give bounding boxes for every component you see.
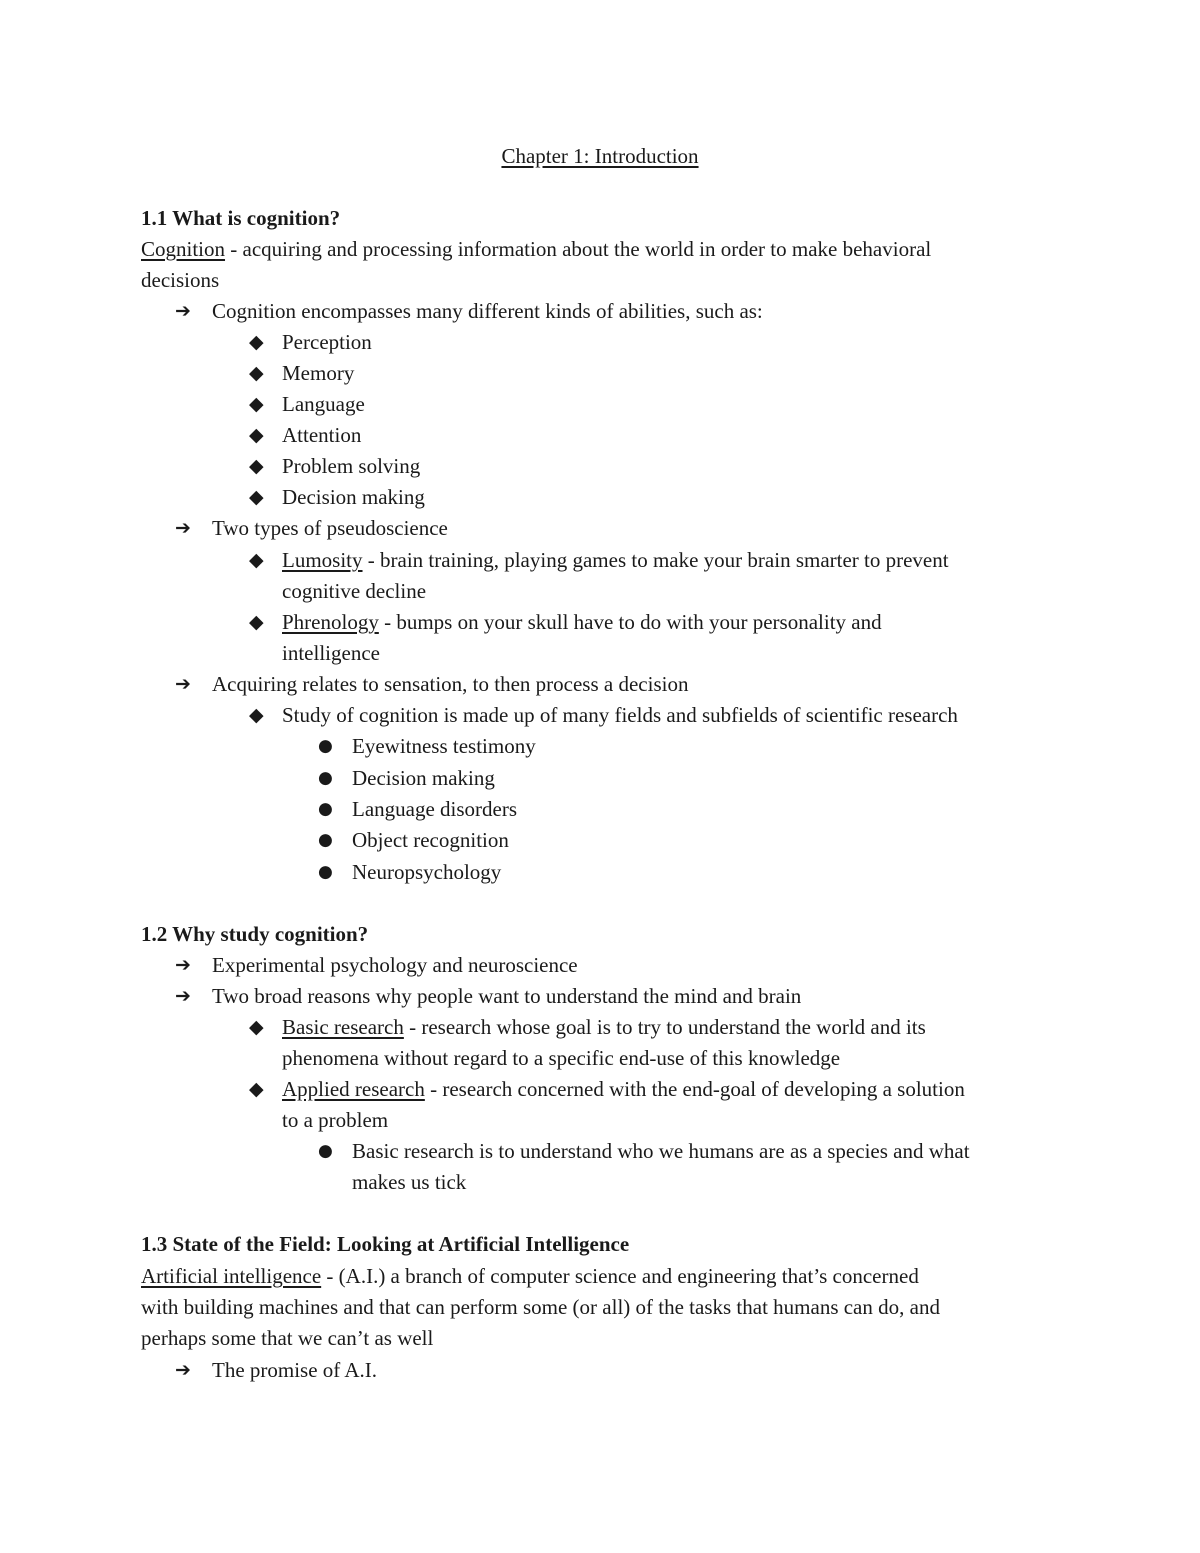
list-item: Two broad reasons why people want to understand the mind and brain <box>212 984 802 1008</box>
dot-bullet-icon: ● <box>318 862 333 882</box>
list-item: Object recognition <box>352 828 509 852</box>
list-item: Decision making <box>282 485 425 509</box>
arrow-bullet-icon: ➔ <box>175 954 191 976</box>
list-item: Problem solving <box>282 454 421 478</box>
list-item: Study of cognition is made up of many fields and subfields of scientific research <box>282 703 958 727</box>
list-item: The promise of A.I. <box>212 1358 378 1382</box>
diamond-bullet-icon: ◆ <box>249 455 264 477</box>
dot-bullet-icon: ● <box>318 799 333 819</box>
term-basic-research: Basic research <box>282 1015 404 1039</box>
dot-bullet-icon: ● <box>318 768 333 788</box>
list-item: Language <box>282 392 365 416</box>
definition-text: - (A.I.) a branch of computer science and engineering that’s concerned <box>321 1264 919 1288</box>
term-description: - bumps on your skull have to do with your personality and <box>378 610 882 634</box>
list-item-continuation: makes us tick <box>352 1170 467 1194</box>
arrow-bullet-icon: ➔ <box>175 1359 191 1381</box>
section-heading-1-1: 1.1 What is cognition? <box>141 206 341 230</box>
diamond-bullet-icon: ◆ <box>249 704 264 726</box>
list-item: Acquiring relates to sensation, to then process a decision <box>212 672 689 696</box>
list-item: Attention <box>282 423 362 447</box>
list-item: Perception <box>282 330 372 354</box>
arrow-bullet-icon: ➔ <box>175 985 191 1007</box>
list-item-continuation: cognitive decline <box>282 579 427 603</box>
diamond-bullet-icon: ◆ <box>249 1016 264 1038</box>
arrow-bullet-icon: ➔ <box>175 517 191 539</box>
term-phrenology: Phrenology <box>282 610 379 634</box>
list-item: Neuropsychology <box>352 860 502 884</box>
list-item-continuation: to a problem <box>282 1108 389 1132</box>
definition-ai <box>141 1261 919 1292</box>
term-artificial-intelligence: Artificial intelligence <box>141 1264 322 1288</box>
list-item: Eyewitness testimony <box>352 734 536 758</box>
list-item <box>282 1074 965 1105</box>
diamond-bullet-icon: ◆ <box>249 549 264 571</box>
diamond-bullet-icon: ◆ <box>249 362 264 384</box>
section-heading-1-3: 1.3 State of the Field: Looking at Artificial Intelligence <box>141 1232 630 1256</box>
term-lumosity: Lumosity <box>282 548 363 572</box>
list-item: Experimental psychology and neuroscience <box>212 953 578 977</box>
term-cognition: Cognition <box>141 237 226 261</box>
diamond-bullet-icon: ◆ <box>249 1078 264 1100</box>
term-description: - brain training, playing games to make your brain smarter to prevent <box>362 548 949 572</box>
arrow-bullet-icon: ➔ <box>175 673 191 695</box>
list-item: Basic research is to understand who we humans are as a species and what <box>352 1139 970 1163</box>
dot-bullet-icon: ● <box>318 830 333 850</box>
definition-continuation: with building machines and that can perform some (or all) of the tasks that humans can do, and <box>141 1295 940 1319</box>
term-applied-research: Applied research <box>282 1077 425 1101</box>
diamond-bullet-icon: ◆ <box>249 486 264 508</box>
term-description: - research concerned with the end-goal of developing a solution <box>424 1077 965 1101</box>
diamond-bullet-icon: ◆ <box>249 611 264 633</box>
list-item <box>282 545 949 576</box>
arrow-bullet-icon: ➔ <box>175 300 191 322</box>
list-item: Cognition encompasses many different kinds of abilities, such as: <box>212 299 763 323</box>
list-item: Two types of pseudoscience <box>212 516 448 540</box>
list-item: Memory <box>282 361 355 385</box>
section-heading-1-2: 1.2 Why study cognition? <box>141 922 369 946</box>
list-item <box>282 1012 926 1043</box>
diamond-bullet-icon: ◆ <box>249 331 264 353</box>
list-item-continuation: phenomena without regard to a specific end-use of this knowledge <box>282 1046 841 1070</box>
definition-cognition <box>141 234 931 265</box>
definition-continuation: perhaps some that we can’t as well <box>141 1326 434 1350</box>
page-title: Chapter 1: Introduction <box>501 144 699 168</box>
definition-continuation: decisions <box>141 268 220 292</box>
term-description: - research whose goal is to try to understand the world and its <box>403 1015 926 1039</box>
definition-text: - acquiring and processing information about the world in order to make behavioral <box>225 237 932 261</box>
list-item: Language disorders <box>352 797 518 821</box>
diamond-bullet-icon: ◆ <box>249 393 264 415</box>
list-item: Decision making <box>352 766 495 790</box>
list-item-continuation: intelligence <box>282 641 380 665</box>
dot-bullet-icon: ● <box>318 736 333 756</box>
list-item <box>282 607 882 638</box>
diamond-bullet-icon: ◆ <box>249 424 264 446</box>
dot-bullet-icon: ● <box>318 1141 333 1161</box>
